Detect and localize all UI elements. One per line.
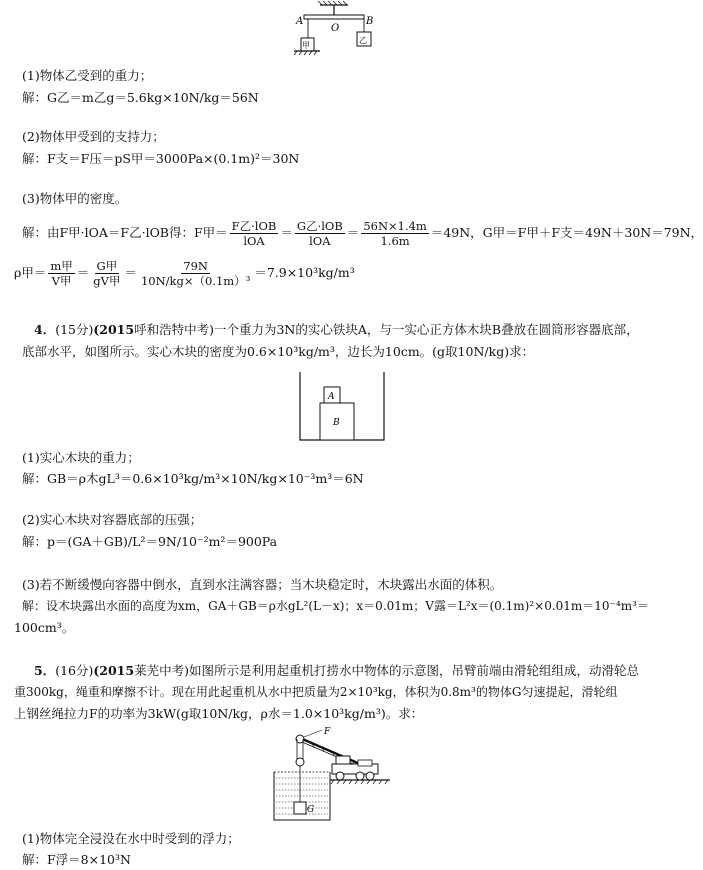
q3-part2-title: (2)物体甲受到的支持力； <box>22 129 165 144</box>
fraction-1-den: lOA <box>243 234 265 248</box>
q4-part2-title: (2)实心木块对容器底部的压强； <box>22 512 203 527</box>
container-figure <box>296 370 388 444</box>
q5-stem-line1 <box>34 663 639 679</box>
fraction-1 <box>230 219 279 248</box>
rho-fraction-2 <box>91 259 122 288</box>
q3-part2-answer: 解：F支＝F压＝pS甲＝3000Pa×(0.1m)²＝30N <box>22 151 300 166</box>
label-jia: 甲 <box>302 41 310 50</box>
fraction-3-den: 1.6m <box>380 234 410 248</box>
rho-fraction-1-den: V甲 <box>51 274 72 288</box>
label-o: O <box>331 23 340 34</box>
q4-part3-answer-2: 100cm³。 <box>14 620 75 635</box>
q4-source-rest: 呼和浩特中考) <box>134 322 214 337</box>
q4-part3-title: (3)若不断缓慢向容器中倒水，直到水注满容器；当木块稳定时，木块露出水面的体积。 <box>22 577 503 592</box>
rho-lhs: ρ甲＝ <box>14 265 47 280</box>
rho-result: ＝7.9×10³kg/m³ <box>254 265 355 280</box>
fraction-2 <box>295 219 345 248</box>
q4-part3-answer-1: 解：设木块露出水面的高度为xm，GA＋GB＝ρ水gL²(L－x)；x＝0.01m；V露＝L²x＝(0.1m)²×0.01m＝10⁻⁴m³＝ <box>22 599 649 613</box>
q3-part1-answer: 解：G乙＝m乙g＝5.6kg×10N/kg＝56N <box>22 90 259 105</box>
q4-part2-answer: 解：p＝(GA＋GB)/L²＝9N/10⁻²m²＝900Pa <box>22 534 278 549</box>
q3-part1-title: (1)物体乙受到的重力； <box>22 68 153 83</box>
q5-stem-line3: 上钢丝绳拉力F的功率为3kW(g取10N/kg，ρ水＝1.0×10³kg/m³)。求： <box>14 706 424 721</box>
q5-stem-1: 如图所示是利用起重机打捞水中物体的示意图，吊臂前端由滑轮组组成，动滑轮总 <box>188 663 639 678</box>
q5-stem-line2: 重300kg，绳重和摩擦不计。现在用此起重机从水中把质量为2×10³kg，体积为0.8m³的物体G匀速提起，滑轮组 <box>14 685 618 699</box>
q3-part3-answer-line2: ρ甲＝ $\frac{\text{m甲}}{\text{V甲}}$ ＝ $\frac{\text{G甲}}{\text{gV甲}}$ ＝ $\frac{79N}{\text{10N/kg×（0.1m）³}}$ ＝7.9×10³kg/m³ <box>14 259 355 288</box>
rho-fraction-2-den: gV甲 <box>93 274 121 288</box>
q3-part3-answer-line1: 解：由F甲·lOA＝F乙·lOB得：F甲＝ $\frac{\text{F乙·lOB}}{\text{lOA}}$ ＝ $\frac{\text{G乙·lOB}}{\text{lOA}}$ ＝ $\frac{56N\times 1.4m}{1.6m}$ ＝49N，G甲＝F甲＋F支＝49N＋30N＝79N， <box>22 219 703 248</box>
label-a: A <box>296 16 304 27</box>
q4-stem-1: 一个重力为3N的实心铁块A，与一实心正方体木块B叠放在圆筒形容器底部， <box>213 322 639 337</box>
q4-part1-answer: 解：GB＝ρ木gL³＝0.6×10³kg/m³×10N/kg×10⁻³m³＝6N <box>22 471 364 486</box>
rho-fraction-1-num: m甲 <box>50 259 73 273</box>
q4-part1-title: (1)实心木块的重力； <box>22 450 140 465</box>
q4-source-year: (2015 <box>93 322 135 337</box>
q4-stem-line1 <box>34 322 639 338</box>
q5-source-rest: 莱芜中考) <box>134 663 189 678</box>
q3-part3-result: ＝49N，G甲＝F甲＋F支＝49N＋30N＝79N， <box>430 225 703 240</box>
rho-fraction-3 <box>139 259 252 288</box>
q5-part1-title: (1)物体完全浸没在水中时受到的浮力； <box>22 831 240 846</box>
rho-fraction-3-num: 79N <box>183 259 208 273</box>
force-f-label: F <box>324 727 331 737</box>
fraction-1-num: F乙·lOB <box>231 219 277 233</box>
q5-part1-answer: 解：F浮＝8×10³N <box>22 852 131 867</box>
rho-fraction-1 <box>48 259 74 288</box>
q4-stem-line2: 底部水平，如图所示。实心木块的密度为0.6×10³kg/m³，边长为10cm。(g取10N/kg)求： <box>22 344 535 359</box>
label-b: B <box>366 16 374 27</box>
q5-source-year: (2015 <box>93 663 135 678</box>
q5-score: (16分) <box>55 663 94 678</box>
fraction-2-den: lOA <box>309 234 331 248</box>
q4-score: (15分) <box>55 322 94 337</box>
fraction-3-num: 56N×1.4m <box>363 219 427 233</box>
q3-part3-intro: 解：由F甲·lOA＝F乙·lOB得：F甲＝ <box>22 225 228 240</box>
q4-number: 4． <box>34 322 56 337</box>
fraction-3 <box>361 219 429 248</box>
block-a-label: A <box>328 392 335 402</box>
lever-figure <box>280 0 390 72</box>
label-yi: 乙 <box>359 36 367 45</box>
object-g-label: G <box>307 805 315 815</box>
rho-fraction-3-den: 10N/kg×（0.1m）³ <box>140 274 251 288</box>
fraction-2-num: G乙·lOB <box>296 219 343 233</box>
block-b-label: B <box>333 418 340 428</box>
q3-part3-title: (3)物体甲的密度。 <box>22 191 128 206</box>
q5-number: 5． <box>34 663 56 678</box>
rho-fraction-2-num: G甲 <box>96 259 118 273</box>
crane-figure <box>272 728 392 826</box>
